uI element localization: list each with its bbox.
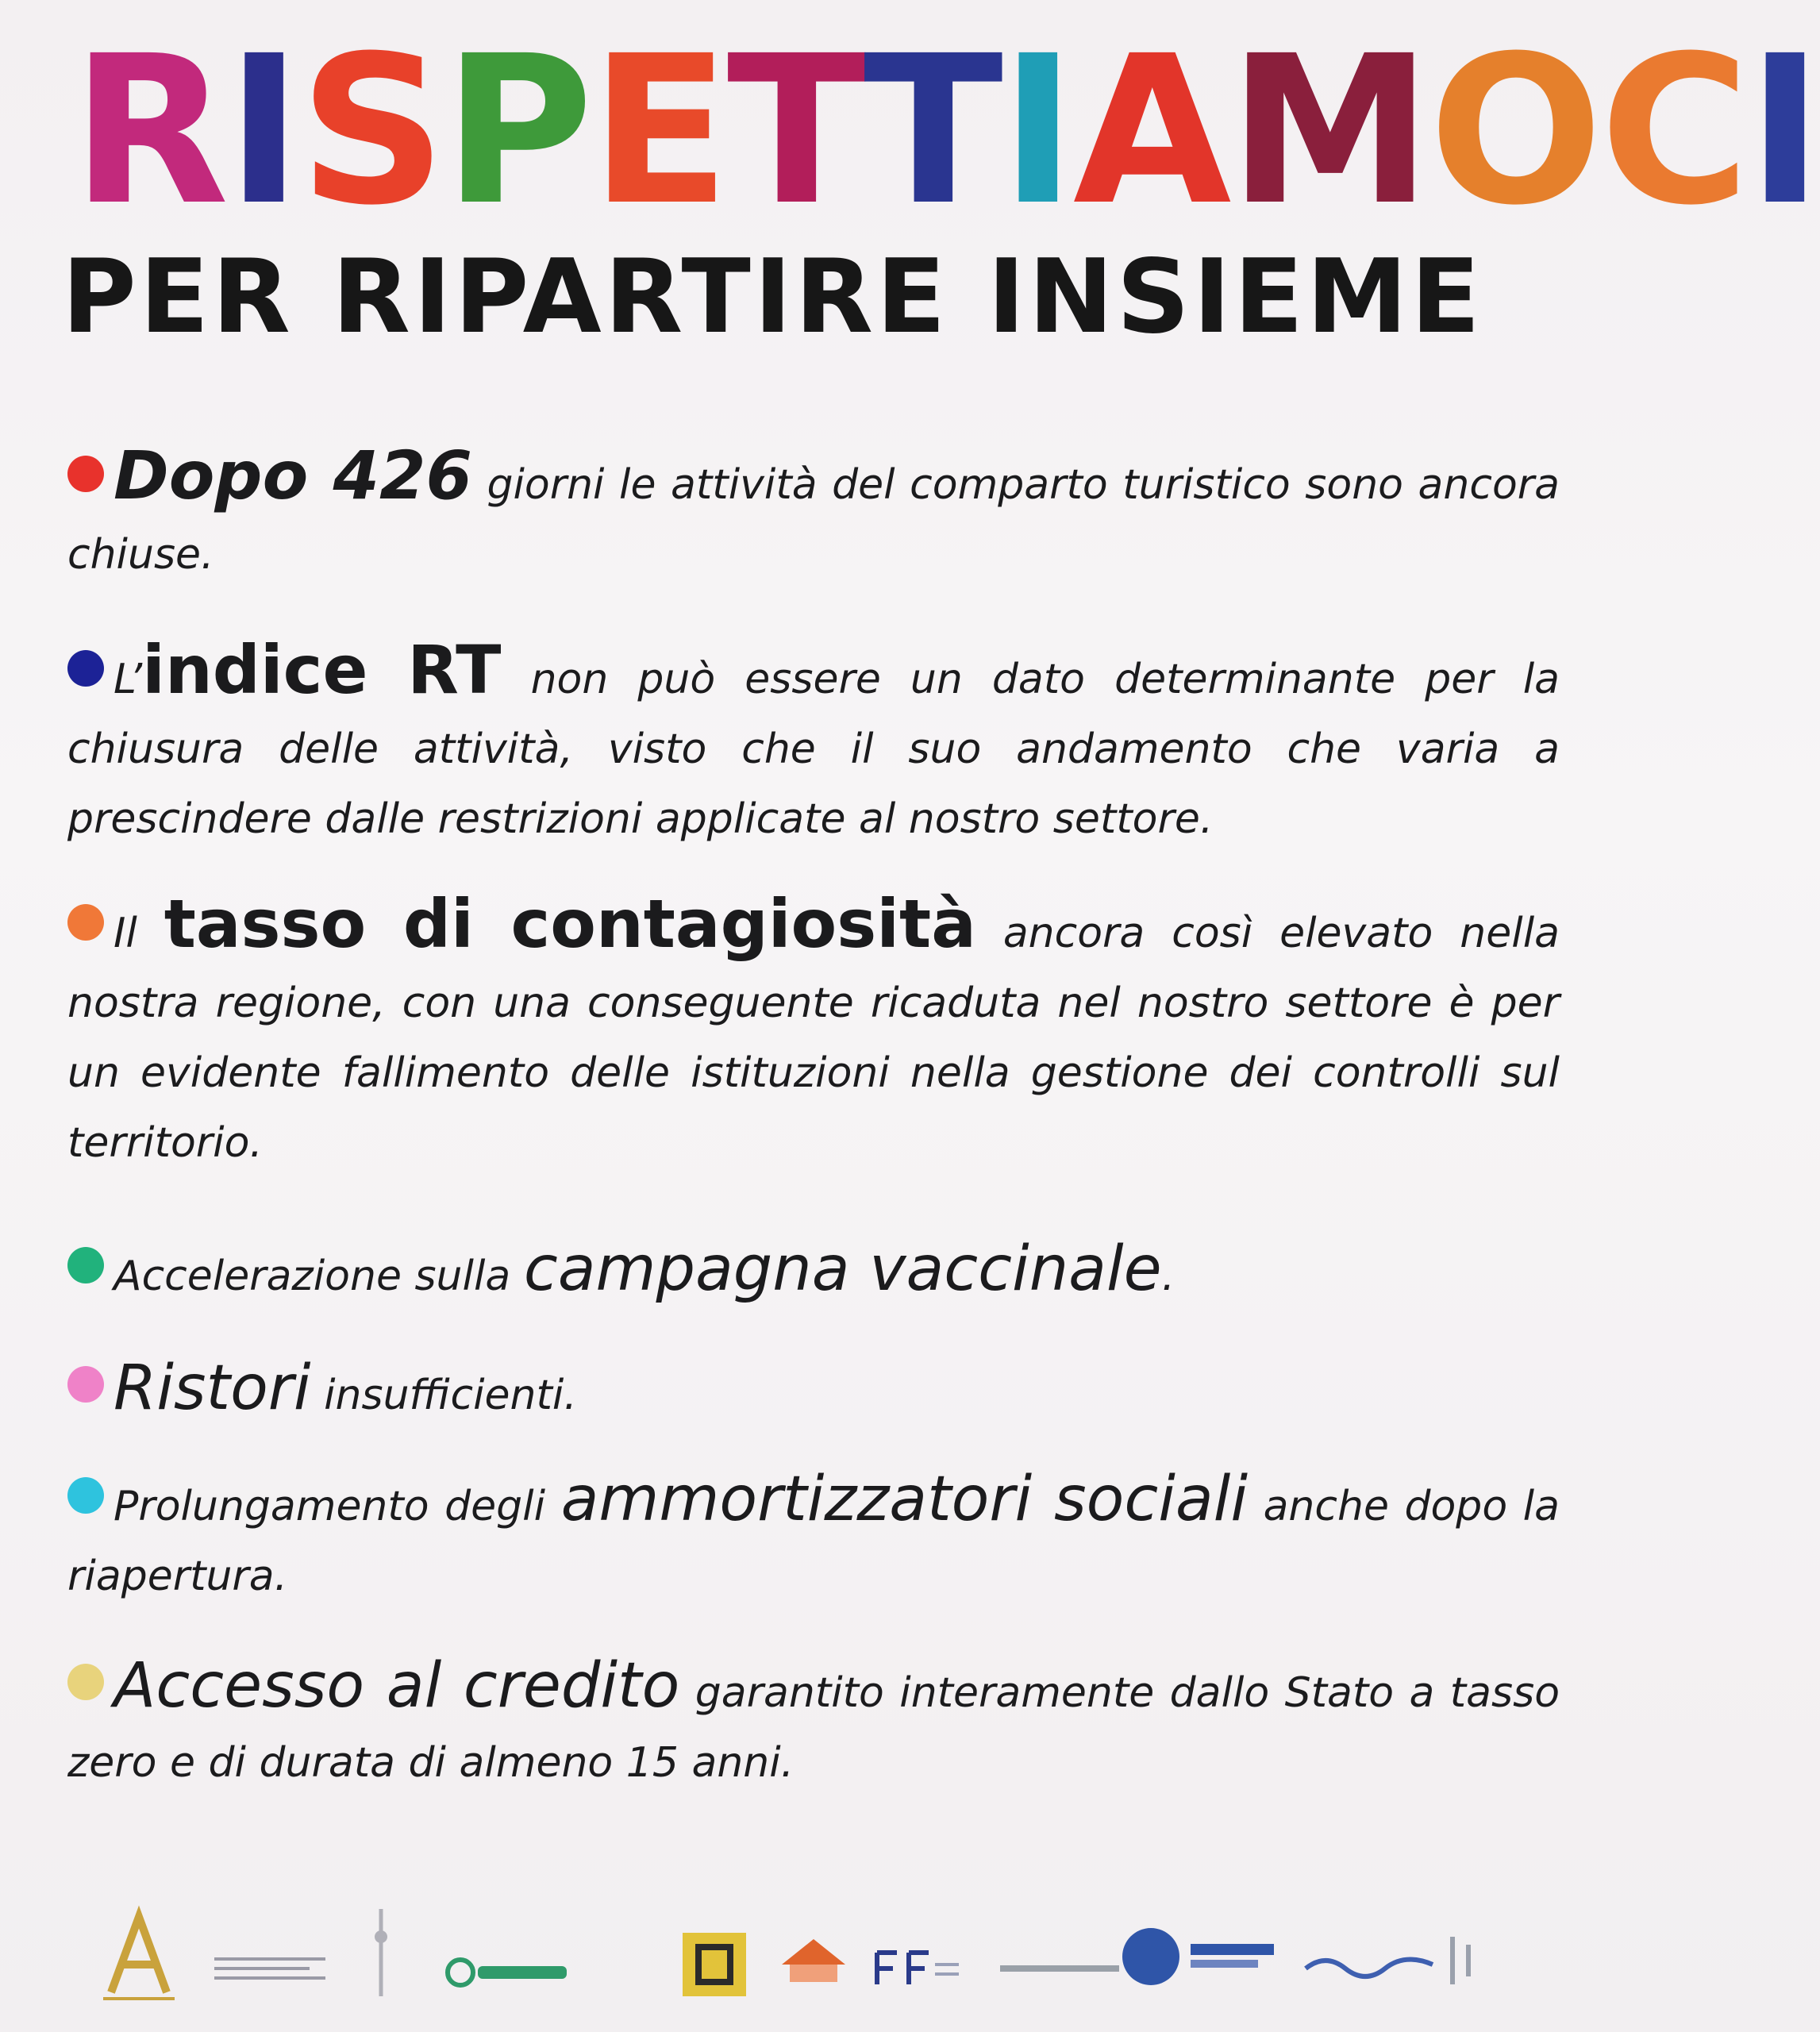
headline-letter: I xyxy=(1746,12,1820,250)
bullet-item-2 xyxy=(67,631,1560,854)
headline-logotype xyxy=(71,12,1820,250)
bullet-prefix: Accelerazione sulla xyxy=(114,1253,524,1300)
headline-letter: P xyxy=(443,12,591,250)
bullet-dot-red xyxy=(67,456,104,492)
bullet-prefix: Prolungamento degli xyxy=(114,1483,561,1530)
bullet-highlight: indice RT xyxy=(142,631,502,709)
headline-letter: I xyxy=(999,12,1073,250)
bullet-highlight: tasso di contagiosità xyxy=(164,885,976,963)
bullet-text: garantito interamente dallo Stato a tasso zero e di durata di almeno 15 anni. xyxy=(67,1669,1560,1787)
bullet-highlight: Accesso al credito xyxy=(114,1650,680,1722)
bullet-prefix: Il xyxy=(114,910,164,957)
bullet-highlight: Dopo 426 xyxy=(114,437,472,514)
logo-blue-circle-icon xyxy=(1119,1925,1278,1988)
bullet-dot-yellow xyxy=(67,1664,104,1700)
logo-gray-icon xyxy=(1000,1953,1119,1984)
headline-letter: M xyxy=(1228,12,1429,250)
headline-letter: A xyxy=(1072,12,1229,250)
bullet-highlight: ammortizzatori sociali xyxy=(560,1464,1249,1535)
subtitle: PER RIPARTIRE INSIEME xyxy=(62,238,1483,356)
logo-script-icon xyxy=(1302,1949,1437,1980)
bullet-dot-orange xyxy=(67,904,104,941)
bullet-prefix: L’ xyxy=(114,656,143,703)
headline-letter: I xyxy=(225,12,299,250)
bullet-item-6 xyxy=(67,1464,1560,1611)
logo-ef-icon xyxy=(873,1949,960,1988)
bullet-highlight: Ristori xyxy=(114,1353,311,1424)
bullet-dot-cyan xyxy=(67,1477,104,1514)
headline-letter: T xyxy=(726,12,864,250)
logo-lines-icon xyxy=(214,1953,325,1984)
bullet-text: . xyxy=(1161,1253,1175,1300)
bullet-highlight: campagna vaccinale xyxy=(523,1233,1162,1305)
headline-letter: R xyxy=(71,12,226,250)
bullet-text: insufficienti. xyxy=(310,1372,577,1419)
headline-letter: E xyxy=(590,12,727,250)
bullet-dot-blue xyxy=(67,650,104,687)
bullet-text: ancora così elevato nella nostra regione, con una conseguente ricaduta nel nostro settore è per un evidente fallimento delle istituzioni nella gestione dei controlli sul territorio. xyxy=(67,910,1560,1167)
logo-end-icon xyxy=(1445,1933,1492,1988)
headline-letter: O xyxy=(1429,12,1600,250)
logo-house-icon xyxy=(778,1933,849,1988)
bullet-text: giorni le attività del comparto turistico sono ancora chiuse. xyxy=(67,461,1560,579)
bullet-dot-pink xyxy=(67,1366,104,1403)
logo-green-icon xyxy=(444,1957,571,1988)
headline-letter: T xyxy=(863,12,1000,250)
bullet-item-3 xyxy=(67,885,1560,1178)
bullet-item-4 xyxy=(67,1234,1560,1311)
headline-letter: S xyxy=(298,12,444,250)
bullet-item-1 xyxy=(67,437,1560,590)
sponsor-logos xyxy=(95,1905,1556,2008)
bullet-text: anche dopo la riapertura. xyxy=(67,1483,1560,1600)
bullet-dot-green xyxy=(67,1247,104,1283)
bullet-text: non può essere un dato determinante per la chiusura delle attività, visto che il suo andamento che varia a prescindere dalle restrizioni applicate al nostro settore. xyxy=(67,656,1560,843)
bullet-item-7 xyxy=(67,1651,1560,1798)
bullet-item-5 xyxy=(67,1353,1560,1430)
logo-a-icon xyxy=(95,1905,183,2008)
logo-vertical-icon xyxy=(365,1905,397,2000)
headline-letter: C xyxy=(1599,12,1747,250)
logo-yellow-icon xyxy=(683,1933,746,1996)
